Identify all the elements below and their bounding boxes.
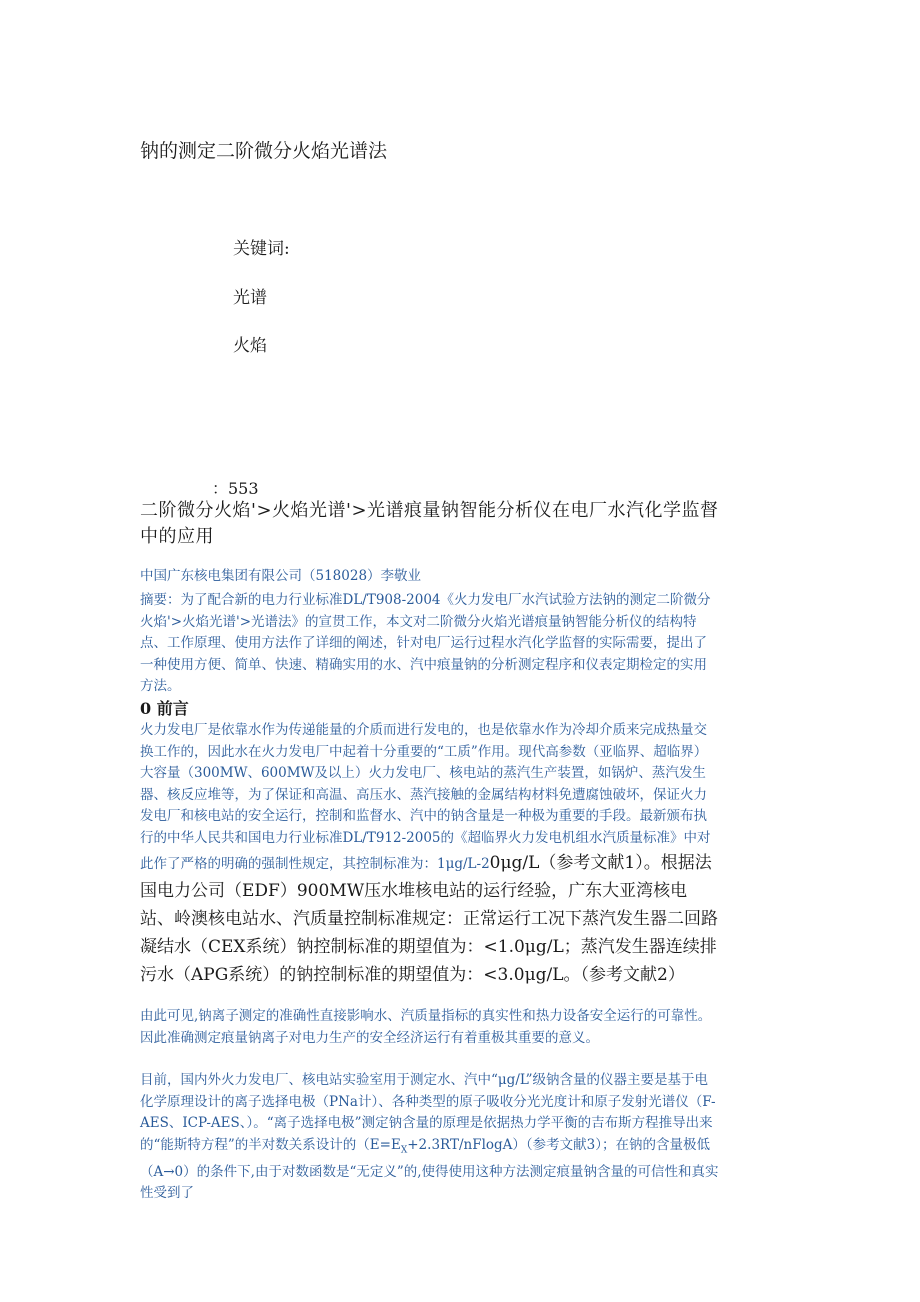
intro-text: 火力发电厂是依靠水作为传递能量的介质而进行发电的，也是依靠水作为冷却介质来完成热量交换工作的，因此水在火力发电厂中起着十分重要的“工质”作用。现代高参数（亚临界、超临界）大容量（300MW、600MW及以上）火力发电厂、核电站的蒸汽生产装置，如锅炉、蒸汽发生器、核反应堆等，为了保证和高温、高压水、蒸汽接触的金属结构材料免遭腐蚀破坏，保证火力发电厂和核电站的安全运行，控制和监督水、汽中的钠含量是一种极为重要的手段。最新颁布执行的中华人民共和国电力行业标准DL/T912-2005的《超临界火力发电机组水汽质量标准》中对此作了严格的明确的强制性规定，其控制标准为：1μg/L-2 bbox=[140, 722, 711, 872]
abstract-paragraph: 摘要：为了配合新的电力行业标准DL/T908-2004《火力发电厂水汽试验方法钠的测定二阶微分火焰'>火焰光谱'>光谱法》的宣贯工作，本文对二阶微分火焰光谱痕量钠智能分析仪的结构特点、工作原理、使用方法作了详细的阐述，针对电厂运行过程水汽化学监督的实际需要，提出了一种使用方便、简单、快速、精确实用的水、汽中痕量钠的分析测定程序和仪表定期检定的实用方法。 bbox=[140, 592, 711, 694]
intro-paragraph bbox=[140, 720, 720, 989]
intro-text-large: 0μg/L（参考文献1）。根据法国电力公司（EDF）900MW压水堆核电站的运行经验，广东大亚湾核电站、岭澳核电站水、汽质量控制标准规定：正常运行工况下蒸汽发生器二回路凝结水（CEX系统）钠控制标准的期望值为：<1.0μg/L；蒸汽发生器连续排污水（APG系统）的钠控制标准的期望值为：<3.0μg/L。（参考文献2） bbox=[140, 853, 718, 985]
article-title: 二阶微分火焰'>火焰光谱'>光谱痕量钠智能分析仪在电厂水汽化学监督中的应用 bbox=[140, 500, 719, 547]
author-line: 中国广东核电集团有限公司（518028）李敬业 bbox=[140, 568, 422, 584]
classification-code: ：553 bbox=[212, 479, 259, 498]
section-heading: 0 前言 bbox=[140, 699, 189, 718]
body-paragraph: 由此可见,钠离子测定的准确性直接影响水、汽质量指标的真实性和热力设备安全运行的可靠性。因此准确测定痕量钠离子对电力生产的安全经济运行有着重极其重要的意义。 bbox=[140, 1008, 712, 1046]
body-text: +2.3RT/nFlogA）（参考文献3）；在钠的含量极低（A→0）的条件下,由于对数函数是“无定义”的,使得使用这种方法测定痕量钠含量的可信性和真实性受到了 bbox=[140, 1136, 719, 1202]
body-text: 目前，国内外火力发电厂、核电站实验室用于测定水、汽中“μg/L”级钠含量的仪器主要是基于电化学原理设计的离子选择电极（PNa计）、各种类型的原子吸收分光光度计和原子发射光谱仪（F-AES、ICP-AES、）。“离子选择电极”测定钠含量的原理是依据热力学平衡的吉布斯方程推导出来的“能斯特方程”的半对数关系设计的（E=E bbox=[140, 1072, 716, 1153]
subscript: X bbox=[400, 1145, 408, 1156]
body-paragraph bbox=[140, 1070, 720, 1205]
keyword-item: 光谱 bbox=[233, 288, 267, 308]
keywords-label: 关键词: bbox=[233, 239, 290, 259]
keyword-item: 火焰 bbox=[233, 336, 267, 356]
document-title: 钠的测定二阶微分火焰光谱法 bbox=[140, 140, 388, 162]
